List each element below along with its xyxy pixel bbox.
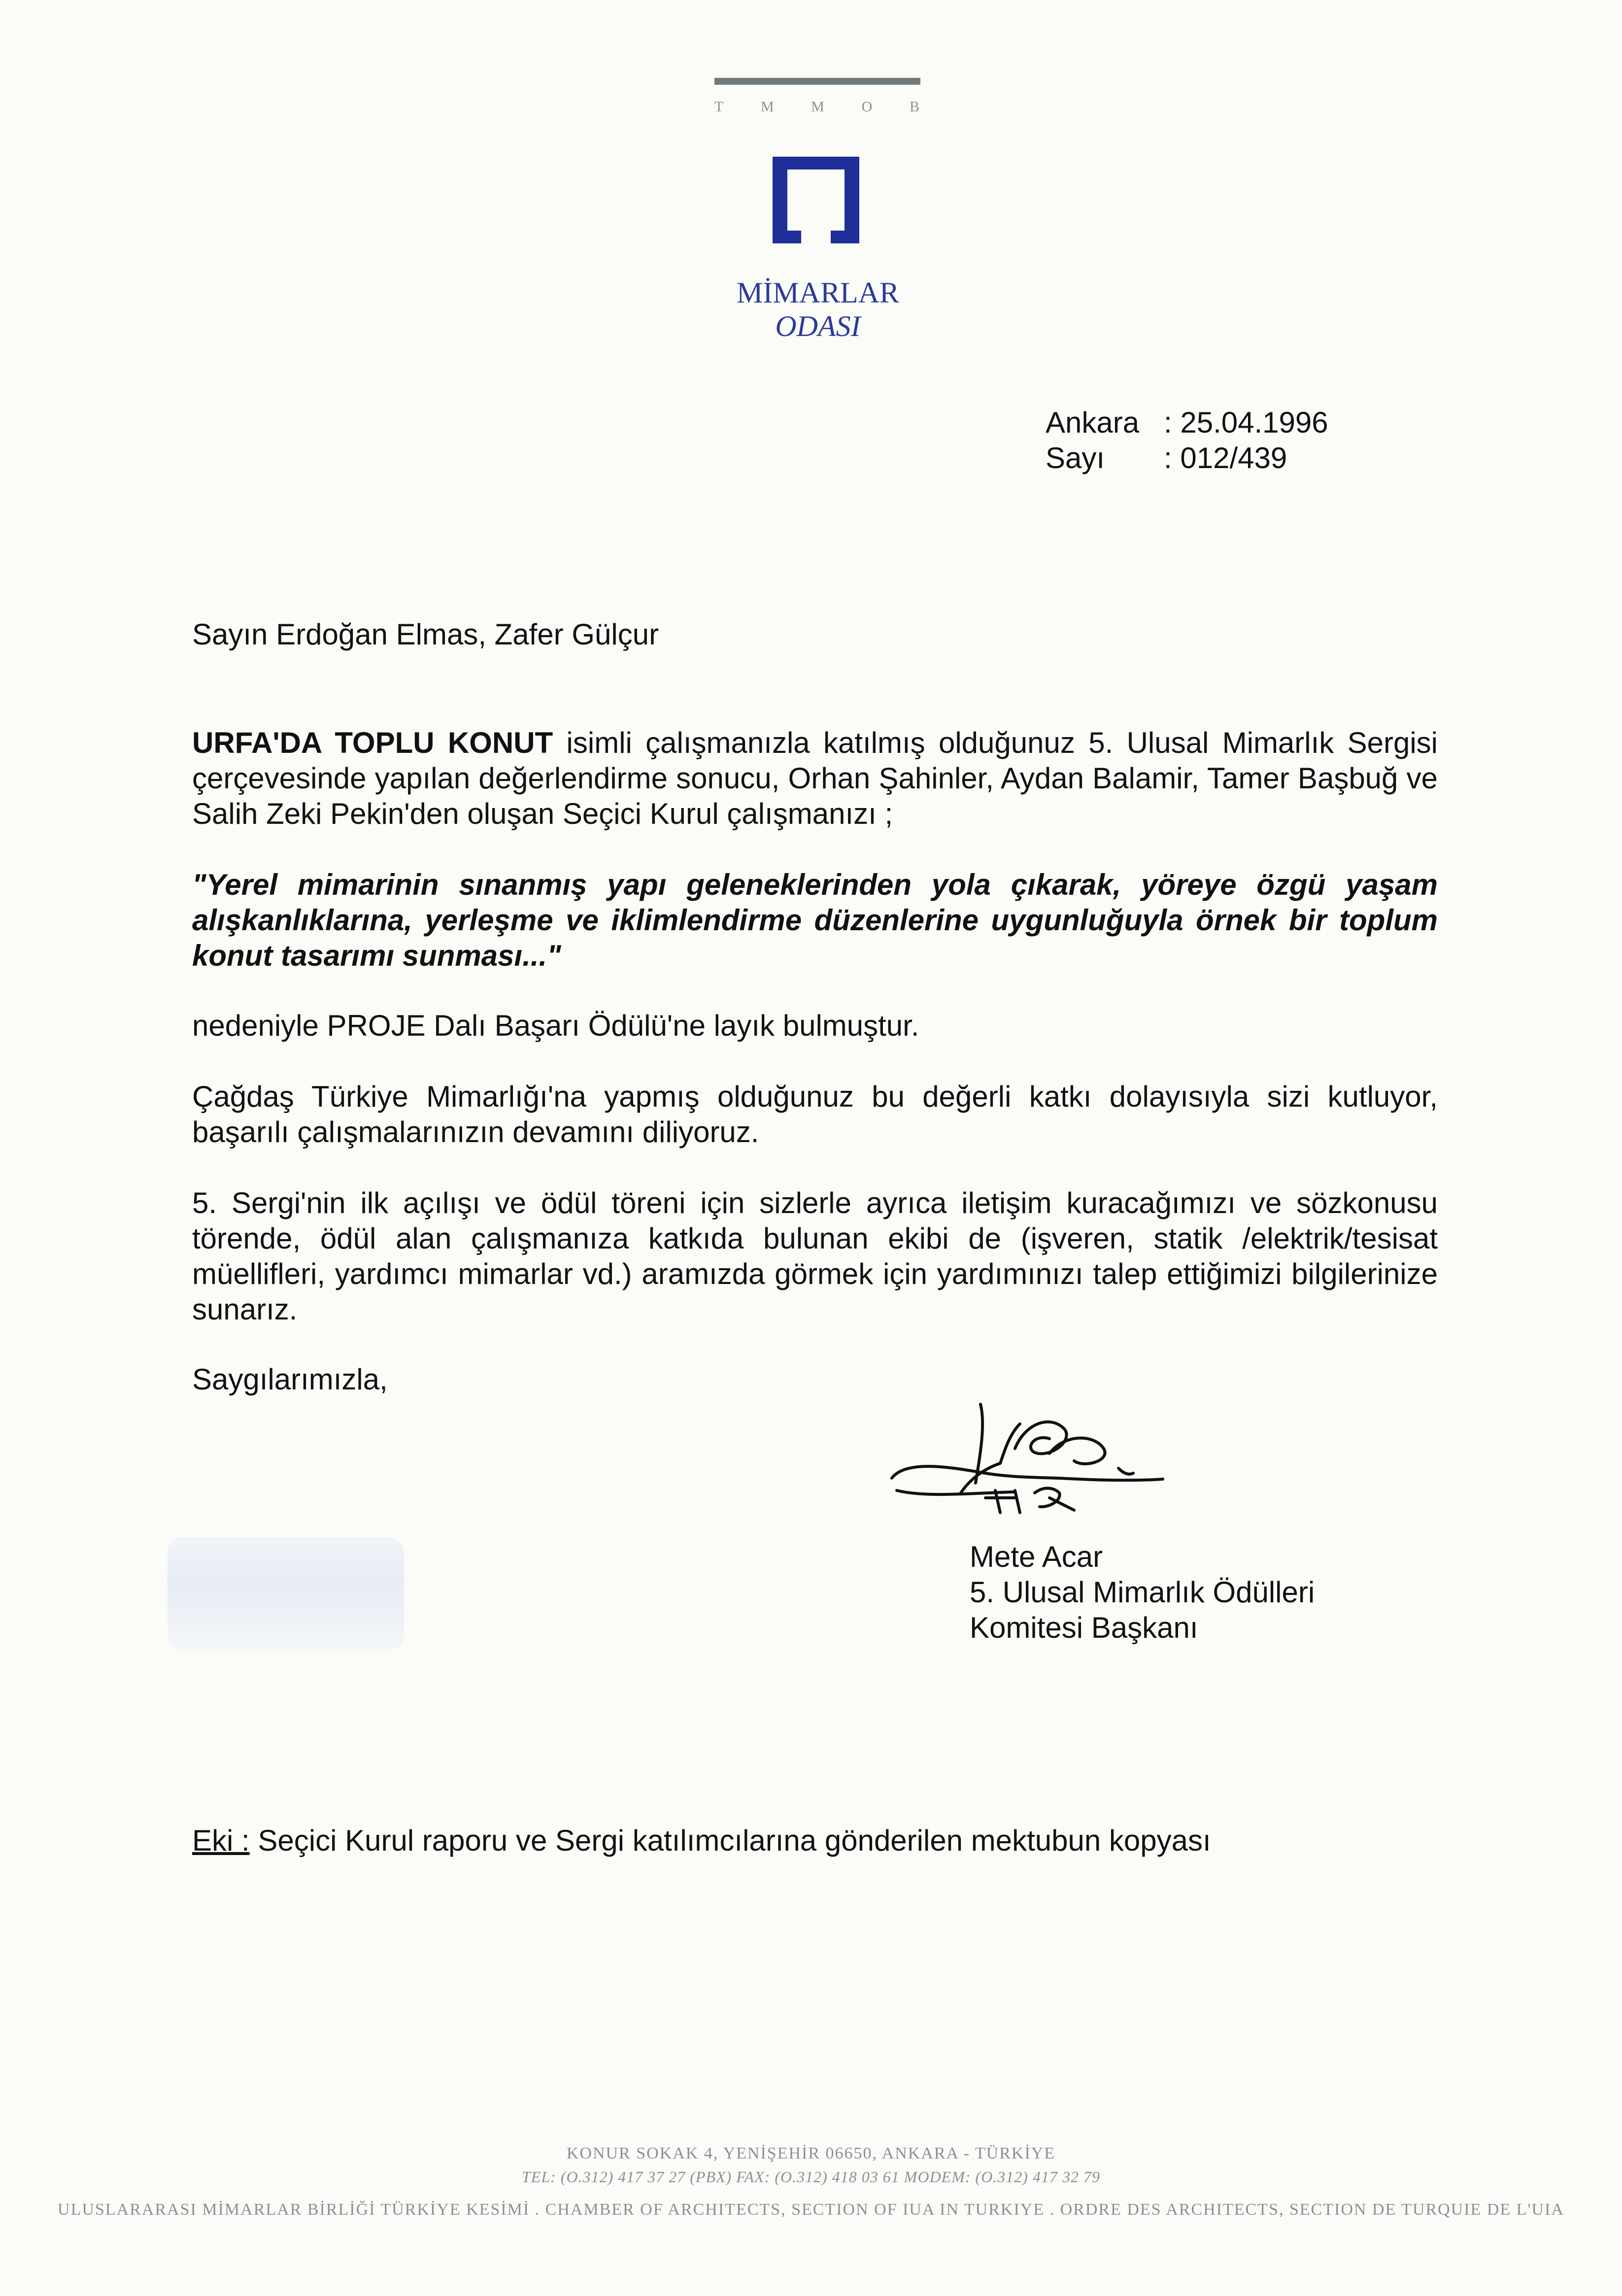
org-name bbox=[665, 276, 971, 343]
jury-quote: "Yerel mimarinin sınanmış yapı geleneklerinden yola çıkarak, yöreye özgü yaşam alışkanlıklarına, yerleşme ve iklimlendirme düzenlerine uygunluğuyla örnek bir toplum konut tasarımı sunması..." bbox=[192, 868, 1438, 972]
project-title: URFA'DA TOPLU KONUT bbox=[192, 726, 553, 759]
paragraph-ceremony: 5. Sergi'nin ilk açılışı ve ödül töreni için sizlerle ayrıca iletişim kuracağımızı ve sözkonusu törende, ödül alan çalışmanıza katkıda bulunan ekibi de (işveren, statik /elektrik/tesisat müellifleri, yardımcı mimarlar vd.) aramızda görmek için yardımınızı talep ettiğimizi bilgilerinize sunarız. bbox=[192, 1186, 1438, 1326]
number-label: Sayı bbox=[1046, 441, 1105, 474]
signature-icon bbox=[887, 1394, 1173, 1542]
closing: Saygılarımızla, bbox=[192, 1363, 388, 1396]
org-letter: O bbox=[861, 99, 874, 115]
enclosure bbox=[192, 1823, 1211, 1858]
org-letter: M bbox=[811, 99, 825, 115]
enclosure-text: Seçici Kurul raporu ve Sergi katılımcılarına gönderilen mektubun kopyası bbox=[249, 1824, 1211, 1857]
org-name-line1: MİMARLAR bbox=[736, 276, 900, 309]
letter-date: : 25.04.1996 bbox=[1164, 406, 1328, 439]
org-name-line2: ODASI bbox=[775, 310, 861, 342]
footer-phones: TEL: (O.312) 417 37 27 (PBX) FAX: (O.312) 418 03 61 MODEM: (O.312) 417 32 79 bbox=[522, 2168, 1100, 2186]
paragraph-award: nedeniyle PROJE Dalı Başarı Ödülü'ne layık bulmuştur. bbox=[192, 1009, 919, 1042]
date-row bbox=[1046, 405, 1328, 440]
signer-title-line2: Komitesi Başkanı bbox=[970, 1611, 1198, 1644]
footer-address: KONUR SOKAK 4, YENİŞEHİR 06650, ANKARA - TÜRKİYE bbox=[566, 2144, 1056, 2162]
org-letter: B bbox=[909, 99, 920, 115]
number-row bbox=[1046, 440, 1328, 476]
letter-meta bbox=[1046, 405, 1328, 476]
salutation: Sayın Erdoğan Elmas, Zafer Gülçur bbox=[192, 618, 659, 651]
city-label: Ankara bbox=[1046, 406, 1140, 439]
signer-block bbox=[970, 1539, 1315, 1646]
org-letter: T bbox=[714, 99, 725, 115]
paragraph-text: isimli çalışmanızla katılmış olduğunuz 5. Ulusal Mimarlık Sergisi çerçevesinde yapılan değerlendirme sonucu, Orhan Şahinler, Aydan Balamir, Tamer Başbuğ ve Salih Zeki Pekin'den oluşan Seçici Kurul çalışmanızı ; bbox=[192, 726, 1438, 830]
chamber-logo-icon bbox=[773, 157, 859, 243]
paragraph-congrats: Çağdaş Türkiye Mimarlığı'na yapmış olduğunuz bu değerli katkı dolayısıyla sizi kutluyor, başarılı çalışmalarınızın devamını diliyoruz. bbox=[192, 1080, 1438, 1148]
letterhead-rule bbox=[714, 78, 920, 85]
enclosure-label: Eki : bbox=[192, 1824, 250, 1857]
letter-number: : 012/439 bbox=[1164, 441, 1287, 474]
signer-title-line1: 5. Ulusal Mimarlık Ödülleri bbox=[970, 1576, 1315, 1609]
redacted-stamp bbox=[168, 1537, 404, 1651]
footer-affiliation: ULUSLARARASI MİMARLAR BİRLİĞİ TÜRKİYE KESİMİ . CHAMBER OF ARCHITECTS, SECTION OF IUA IN TURKIYE . ORDRE DES ARCHITECTS, SECTION DE TURQUIE DE L'UIA bbox=[58, 2200, 1564, 2219]
org-letter: M bbox=[760, 99, 775, 115]
signer-name: Mete Acar bbox=[970, 1540, 1103, 1573]
paragraph-award-context bbox=[192, 725, 1438, 832]
org-acronym bbox=[714, 99, 920, 115]
